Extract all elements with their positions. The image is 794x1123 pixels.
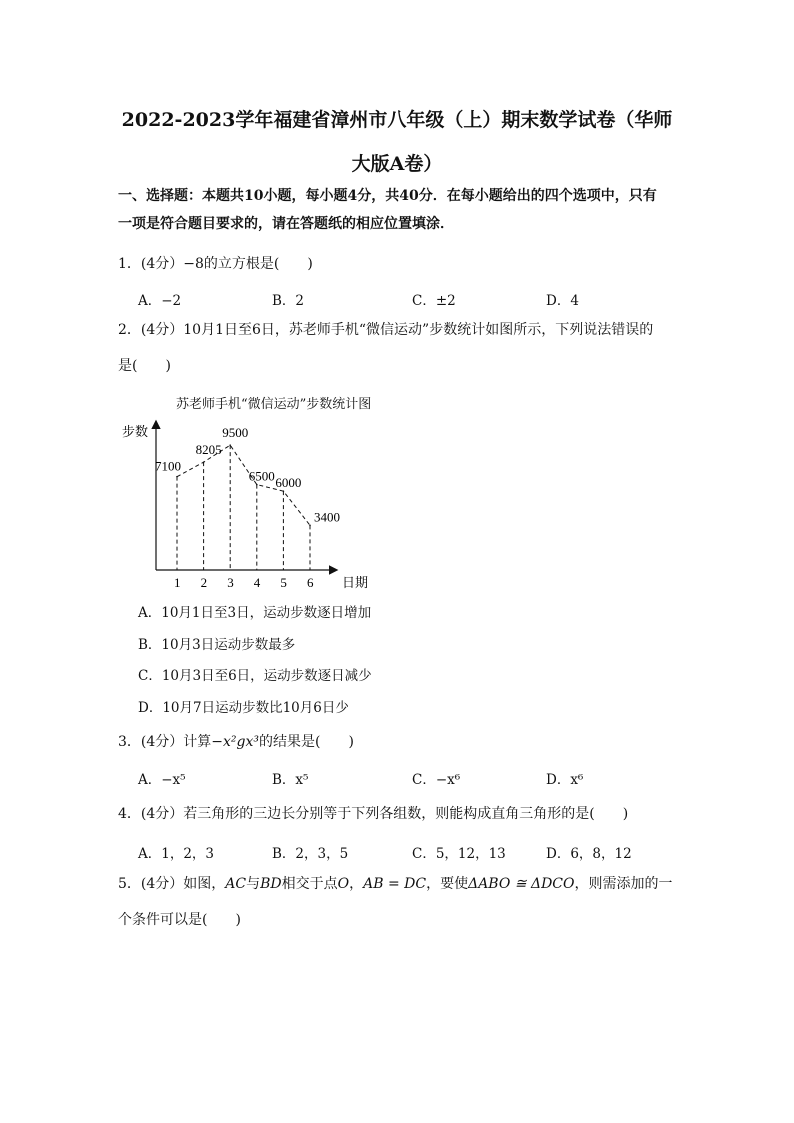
q5-part-5: ，要使 — [426, 876, 469, 892]
q3-option-d[interactable]: D．x⁶ — [546, 772, 584, 788]
data-label-6: 3400 — [314, 509, 340, 525]
q4-option-d[interactable]: D．6，8，12 — [546, 846, 632, 862]
data-label-1: 7100 — [155, 458, 181, 474]
x-tick-label-6: 6 — [307, 575, 314, 590]
data-point-4 — [256, 484, 258, 486]
q1-option-b[interactable]: B．2 — [272, 293, 305, 309]
q5-part-6: ，则需添加的一 — [574, 876, 673, 892]
question-4-text: 4．(4分）若三角形的三边长分别等于下列各组数，则能构成直角三角形的是( ) — [118, 806, 629, 822]
question-2-text-line-1: 2．(4分）10月1日至6日，苏老师手机“微信运动”步数统计如图所示，下列说法错误的 — [118, 322, 654, 338]
section-heading-line-2: 一项是符合题目要求的，请在答题纸的相应位置填涂． — [118, 216, 454, 232]
data-point-6 — [309, 525, 311, 527]
question-3-prefix: 3．(4分）计算 — [118, 734, 212, 750]
q1-option-d[interactable]: D．4 — [546, 293, 579, 309]
question-5-line-1 — [118, 870, 688, 898]
question-4-options — [138, 842, 698, 866]
q2-option-c[interactable]: C．10月3日至6日，运动步数逐日减少 — [138, 668, 372, 684]
x-tick-label-1: 1 — [174, 575, 181, 590]
question-5 — [118, 870, 688, 934]
question-1 — [118, 250, 688, 278]
q5-segment-ac: AC — [225, 876, 247, 892]
x-tick-label-5: 5 — [280, 575, 287, 590]
q4-option-c[interactable]: C．5，12，13 — [412, 846, 506, 862]
q2-option-a[interactable]: A．10月1日至3日，运动步数逐日增加 — [138, 605, 372, 621]
data-point-3 — [229, 444, 231, 446]
question-2-text-line-2: 是( ) — [118, 358, 171, 374]
question-3-expression: −x²gx³ — [211, 734, 259, 750]
section-heading — [118, 182, 688, 238]
x-tick-label-4: 4 — [253, 575, 261, 590]
question-2 — [118, 316, 688, 380]
q5-segment-bd: BD — [260, 876, 282, 892]
x-axis-label: 日期 — [342, 575, 369, 590]
data-point-2 — [203, 461, 205, 463]
data-point-1 — [176, 476, 178, 478]
data-point-5 — [283, 490, 285, 492]
question-3-suffix: 的结果是( ) — [259, 734, 354, 750]
q5-part-1: 5．(4分）如图， — [118, 876, 226, 892]
q4-option-b[interactable]: B．2，3，5 — [272, 846, 349, 862]
section-heading-line-1: 一、选择题：本题共10小题，每小题4分，共40分．在每小题给出的四个选项中，只有 — [118, 188, 657, 204]
data-label-2: 8205 — [195, 442, 222, 458]
q5-congruence: ΔABO ≅ ΔDCO — [468, 876, 575, 892]
chart-title: 苏老师手机“微信运动”步数统计图 — [176, 397, 372, 412]
q4-option-a[interactable]: A．1，2，3 — [138, 846, 215, 862]
step-count-chart — [110, 412, 400, 592]
question-3-options — [138, 768, 698, 792]
data-label-5: 6000 — [275, 475, 302, 491]
q5-part-4: ， — [349, 876, 364, 892]
question-5-line-2: 个条件可以是( ) — [118, 912, 241, 928]
q3-option-b[interactable]: B．x⁵ — [272, 772, 309, 788]
title-line-2: 大版A卷） — [351, 153, 443, 175]
data-label-4: 6500 — [248, 468, 275, 484]
x-tick-label-2: 2 — [200, 575, 208, 590]
title-line-1: 2022-2023学年福建省漳州市八年级（上）期末数学试卷（华师 — [121, 109, 673, 131]
data-label-3: 9500 — [222, 425, 249, 441]
x-tick-label-3: 3 — [227, 575, 234, 590]
y-axis-label: 步数 — [122, 424, 149, 439]
q1-option-c[interactable]: C．±2 — [412, 293, 456, 309]
question-3 — [118, 728, 688, 756]
q1-option-a[interactable]: A．−2 — [138, 293, 182, 309]
q2-option-d[interactable]: D．10月7日运动步数比10月6日少 — [138, 700, 349, 716]
q5-equality: AB = DC — [363, 876, 427, 892]
q5-point-o: O — [337, 876, 350, 892]
q3-option-a[interactable]: A．−x⁵ — [138, 772, 186, 788]
q5-part-2: 与 — [246, 876, 261, 892]
q2-option-b[interactable]: B．10月3日运动步数最多 — [138, 637, 296, 653]
question-4 — [118, 800, 688, 828]
q5-part-3: 相交于点 — [281, 876, 338, 892]
exam-title — [100, 98, 694, 186]
question-1-text: 1．(4分）−8的立方根是( ) — [118, 256, 313, 272]
q3-option-c[interactable]: C．−x⁶ — [412, 772, 461, 788]
question-1-options — [138, 289, 698, 313]
